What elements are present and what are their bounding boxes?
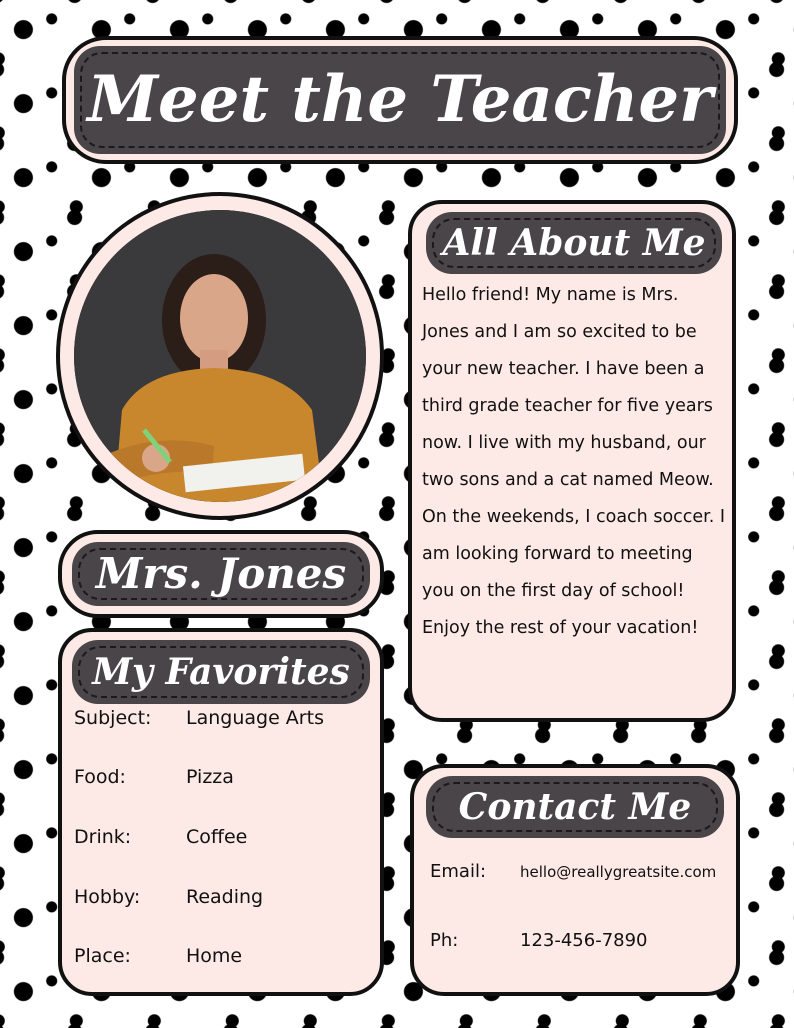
about-heading: All About Me bbox=[426, 212, 722, 274]
favorite-label: Drink: bbox=[74, 826, 132, 848]
contact-heading: Contact Me bbox=[426, 776, 724, 838]
favorites-heading: My Favorites bbox=[72, 640, 370, 704]
email-label: Email: bbox=[430, 861, 487, 882]
teacher-photo bbox=[74, 210, 366, 502]
favorite-value: Pizza bbox=[186, 766, 234, 788]
favorite-label: Food: bbox=[74, 766, 126, 788]
favorite-label: Place: bbox=[74, 945, 131, 967]
favorite-label: Hobby: bbox=[74, 886, 141, 908]
page-title: Meet the Teacher bbox=[74, 46, 726, 154]
favorite-value: Language Arts bbox=[186, 707, 324, 729]
phone-value: 123-456-7890 bbox=[520, 930, 648, 951]
teacher-illustration bbox=[74, 210, 366, 502]
teacher-name: Mrs. Jones bbox=[72, 542, 370, 606]
favorite-value: Home bbox=[186, 945, 243, 967]
phone-label: Ph: bbox=[430, 930, 459, 951]
email-value[interactable]: hello@reallygreatsite.com bbox=[520, 863, 717, 881]
favorite-value: Reading bbox=[186, 886, 264, 908]
about-text: Hello friend! My name is Mrs. Jones and I am so excited to be your new teacher. I have been a third grade teacher for five years now. I live with my husband, our two sons and a cat named Meow. On the weekends, I coach soccer. I am looking forward to meeting you on the first day of school! Enjoy the rest of your vacation! bbox=[422, 285, 726, 638]
favorite-label: Subject: bbox=[74, 707, 152, 729]
favorite-value: Coffee bbox=[186, 826, 248, 848]
